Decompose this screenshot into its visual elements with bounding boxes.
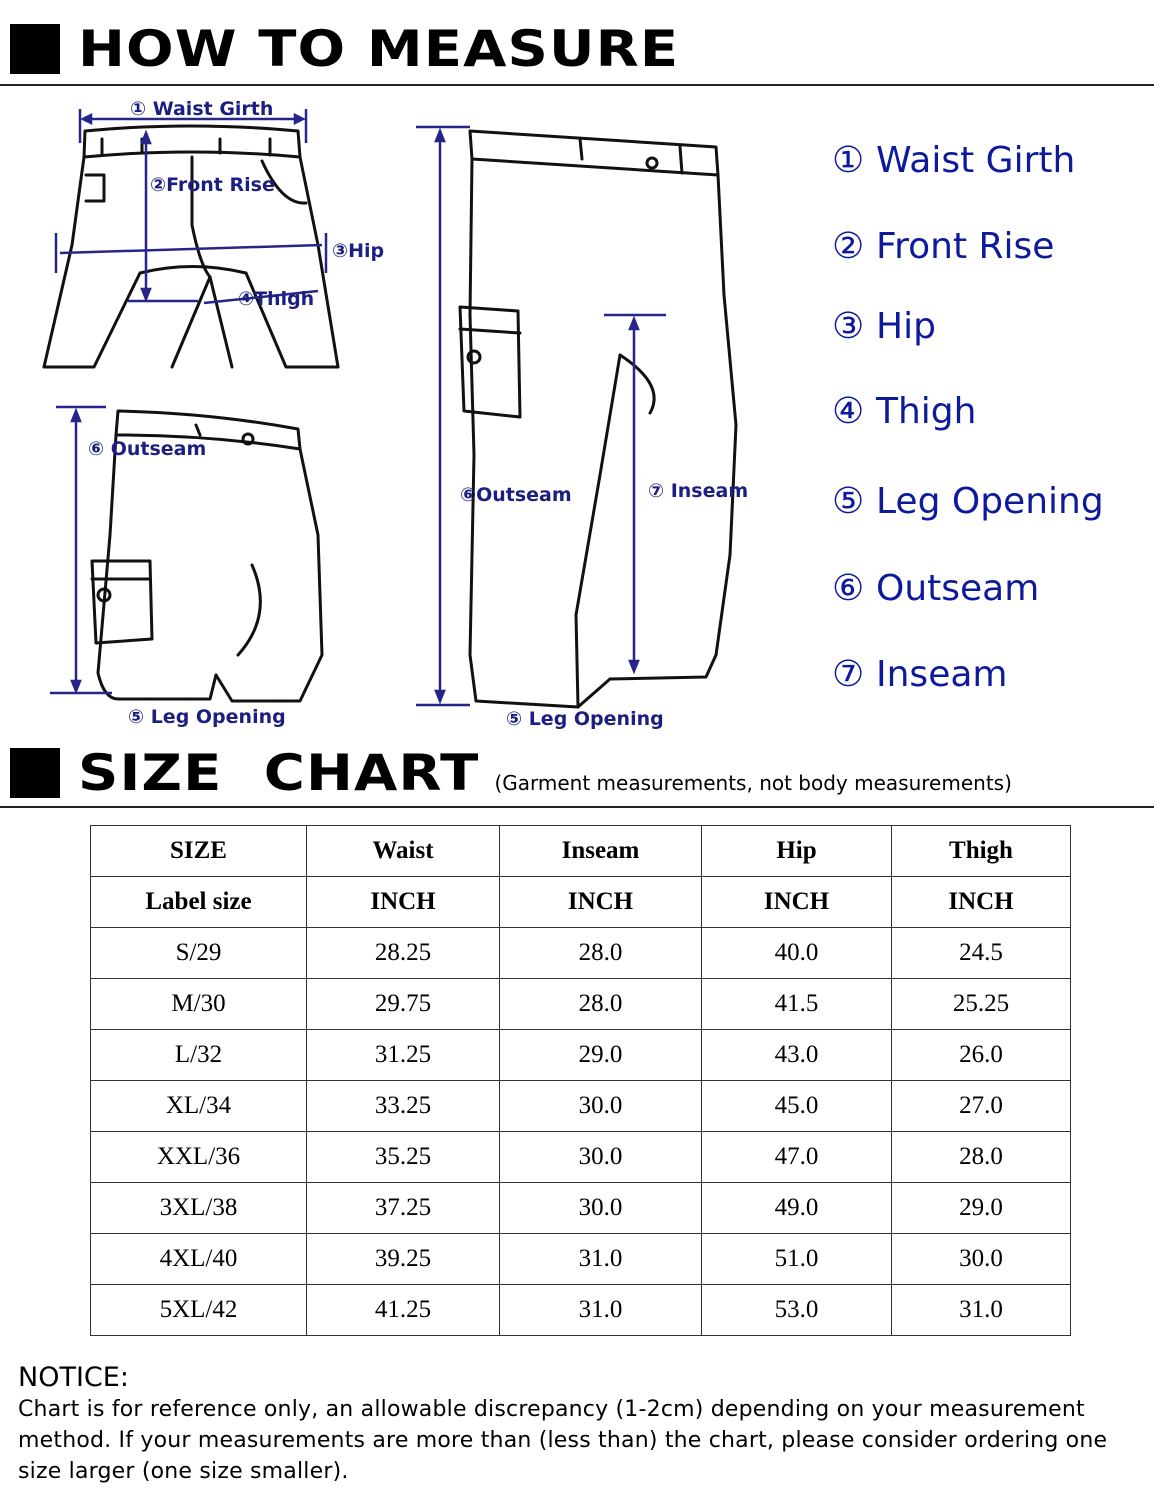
label-waist-girth: ① Waist Girth: [130, 98, 274, 120]
cell-waist: 35.25: [307, 1132, 500, 1183]
measurement-diagram: [0, 95, 790, 745]
cell-size: 4XL/40: [91, 1234, 307, 1285]
table-row: [91, 1234, 1071, 1285]
cell-hip: 53.0: [702, 1285, 892, 1336]
legend-item-outseam: ⑥ Outseam: [832, 568, 1040, 609]
notice-body: Chart is for reference only, an allowable discrepancy (1-2cm) depending on your measurement method. If your measurements are more than (less than) the chart, please consider ordering one size larger (one size smaller).: [18, 1397, 1108, 1484]
cell-inseam: 30.0: [500, 1132, 702, 1183]
header-inseam: Inseam: [500, 826, 702, 877]
cell-inseam: 31.0: [500, 1285, 702, 1336]
size-chart-subtitle: (Garment measurements, not body measurements): [494, 771, 1012, 795]
size-chart-title: SIZE CHART: [78, 744, 480, 802]
cell-thigh: 29.0: [892, 1183, 1071, 1234]
header-size: SIZE: [91, 826, 307, 877]
table-row: [91, 1183, 1071, 1234]
cell-hip: 43.0: [702, 1030, 892, 1081]
legend-item-hip: ③ Hip: [832, 306, 936, 347]
cell-hip: 47.0: [702, 1132, 892, 1183]
table-row: [91, 979, 1071, 1030]
table-header-row: [91, 826, 1071, 877]
cell-size: L/32: [91, 1030, 307, 1081]
header-hip: Hip: [702, 826, 892, 877]
cell-size: 5XL/42: [91, 1285, 307, 1336]
pants-side-view: [460, 131, 736, 707]
cell-size: S/29: [91, 928, 307, 979]
units-inseam: INCH: [500, 877, 702, 928]
table-units-row: [91, 877, 1071, 928]
divider: [0, 84, 1154, 86]
cell-hip: 40.0: [702, 928, 892, 979]
cell-inseam: 31.0: [500, 1234, 702, 1285]
label-hip: ③Hip: [332, 240, 385, 262]
units-waist: INCH: [307, 877, 500, 928]
header-thigh: Thigh: [892, 826, 1071, 877]
cell-hip: 51.0: [702, 1234, 892, 1285]
label-outseam-shorts: ⑥ Outseam: [88, 438, 207, 460]
units-hip: INCH: [702, 877, 892, 928]
cell-size: 3XL/38: [91, 1183, 307, 1234]
notice-section: [18, 1362, 1148, 1487]
cell-size: XL/34: [91, 1081, 307, 1132]
cell-thigh: 28.0: [892, 1132, 1071, 1183]
legend-item-front-rise: ② Front Rise: [832, 226, 1055, 267]
label-leg-opening-pants: ⑤ Leg Opening: [506, 708, 664, 730]
table-row: [91, 1132, 1071, 1183]
cell-inseam: 28.0: [500, 928, 702, 979]
notice-title: NOTICE:: [18, 1362, 129, 1393]
divider: [0, 806, 1154, 808]
label-inseam-pants: ⑦ Inseam: [648, 480, 749, 502]
label-front-rise: ②Front Rise: [150, 174, 275, 196]
how-to-measure-title: HOW TO MEASURE: [78, 20, 680, 78]
legend-item-leg-opening: ⑤ Leg Opening: [832, 481, 1104, 522]
cell-hip: 49.0: [702, 1183, 892, 1234]
heading-square-icon: [10, 748, 60, 798]
cell-waist: 37.25: [307, 1183, 500, 1234]
cell-thigh: 27.0: [892, 1081, 1071, 1132]
cell-inseam: 28.0: [500, 979, 702, 1030]
cell-thigh: 31.0: [892, 1285, 1071, 1336]
cell-waist: 41.25: [307, 1285, 500, 1336]
legend-item-inseam: ⑦ Inseam: [832, 654, 1008, 695]
label-thigh: ④Thigh: [238, 288, 315, 310]
heading-square-icon: [10, 24, 60, 74]
table-row: [91, 1030, 1071, 1081]
units-thigh: INCH: [892, 877, 1071, 928]
size-chart-table: [90, 825, 1071, 1336]
label-outseam-pants: ⑥Outseam: [460, 484, 572, 506]
measurement-guides: [50, 109, 666, 705]
legend-item-thigh: ④ Thigh: [832, 391, 977, 432]
size-chart-heading: [10, 744, 1012, 802]
cell-thigh: 24.5: [892, 928, 1071, 979]
cell-thigh: 30.0: [892, 1234, 1071, 1285]
cell-waist: 28.25: [307, 928, 500, 979]
table-row: [91, 1285, 1071, 1336]
table-row: [91, 1081, 1071, 1132]
cell-waist: 31.25: [307, 1030, 500, 1081]
table-row: [91, 928, 1071, 979]
cell-hip: 41.5: [702, 979, 892, 1030]
cell-inseam: 29.0: [500, 1030, 702, 1081]
cell-thigh: 25.25: [892, 979, 1071, 1030]
how-to-measure-heading: [10, 20, 680, 78]
cell-waist: 39.25: [307, 1234, 500, 1285]
cell-hip: 45.0: [702, 1081, 892, 1132]
cell-size: M/30: [91, 979, 307, 1030]
header-waist: Waist: [307, 826, 500, 877]
label-leg-opening-shorts: ⑤ Leg Opening: [128, 706, 286, 728]
cell-inseam: 30.0: [500, 1081, 702, 1132]
cell-inseam: 30.0: [500, 1183, 702, 1234]
legend-item-waist-girth: ① Waist Girth: [832, 140, 1076, 181]
cell-thigh: 26.0: [892, 1030, 1071, 1081]
cell-waist: 33.25: [307, 1081, 500, 1132]
units-label-size: Label size: [91, 877, 307, 928]
cell-waist: 29.75: [307, 979, 500, 1030]
cell-size: XXL/36: [91, 1132, 307, 1183]
